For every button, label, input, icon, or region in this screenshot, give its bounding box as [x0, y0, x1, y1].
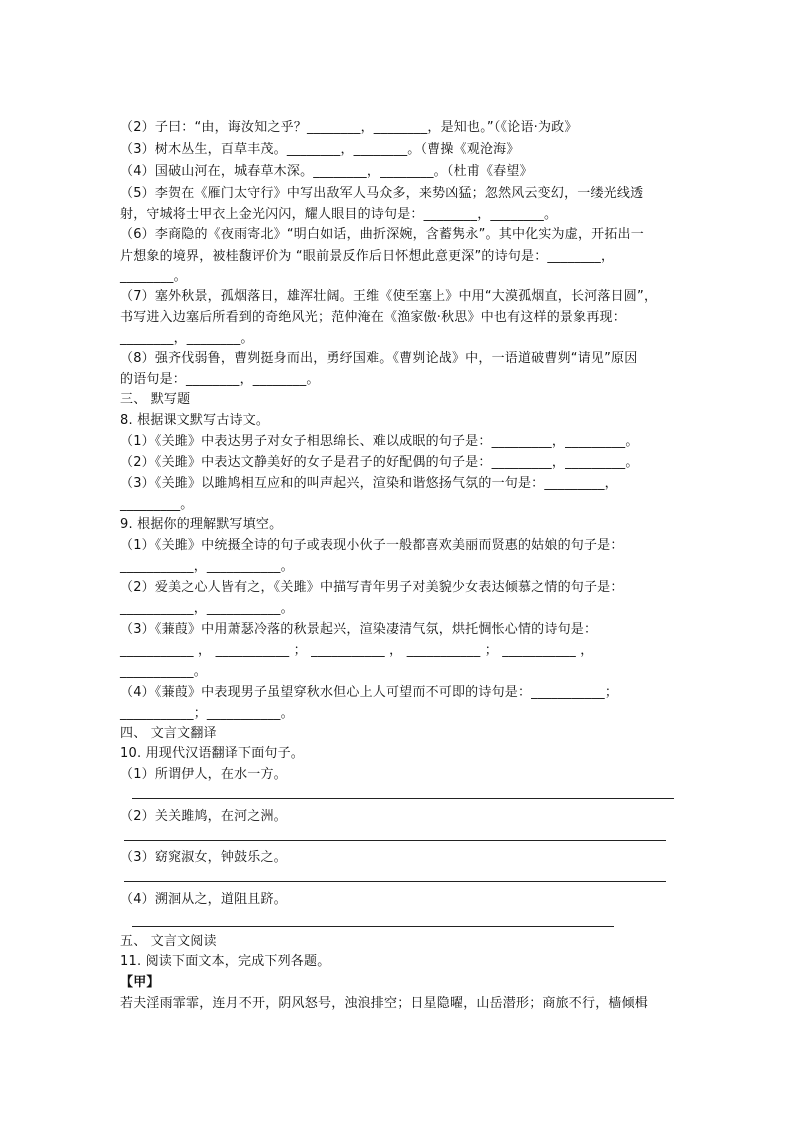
item-9-3-line-3: ___________。: [120, 664, 207, 679]
item-9-1-line-2: ___________，___________。: [120, 559, 294, 574]
section-5-heading: 五、 文言文阅读: [120, 934, 217, 949]
answer-line-4[interactable]: [132, 926, 614, 927]
question-7-line-1: （7）塞外秋景，孤烟落日，雄浑壮阔。王维《使至塞上》中用“大漠孤烟直，长河落日圆”，: [120, 289, 658, 304]
translation-item-4: （4）溯洄从之，道阻且跻。: [120, 892, 287, 907]
question-6-line-3: ________。: [120, 269, 187, 284]
item-9-4-line-2: ___________；___________。: [120, 706, 294, 721]
item-9-3-line-1: （3）《蒹葭》中用萧瑟冷落的秋景起兴，渲染凄清气氛，烘托惆怅心情的诗句是：: [120, 622, 598, 637]
translation-item-2: （2）关关雎鸠，在河之洲。: [120, 809, 287, 824]
section-4-heading: 四、 文言文翻译: [120, 726, 217, 741]
item-8-2: （2）《关雎》中表达文静美好的女子是君子的好配偶的句子是：_________，_________。: [120, 455, 639, 470]
question-6-line-2: 片想象的境界，被桂馥评价为 “眼前景反作后日怀想此意更深”的诗句是：________，: [120, 249, 615, 264]
question-4-line: （4）国破山河在，城春草木深。________，________。（杜甫《春望》: [120, 164, 533, 179]
translation-item-3: （3）窈窕淑女，钟鼓乐之。: [120, 850, 287, 865]
question-3-line: （3）树木丛生，百草丰茂。________，________。（曹操《观沧海》: [120, 142, 520, 157]
answer-line-2[interactable]: [124, 840, 666, 841]
question-5-line-2: 射，守城将士甲衣上金光闪闪，耀人眼目的诗句是：________，________。: [120, 207, 558, 222]
item-9-3-line-2: ___________ ， ___________ ； ___________ ， ___________ ； ___________ ，: [120, 643, 594, 658]
question-2-line: （2）子曰：“由，诲汝知之乎？________，________，是知也。”（《论语·为政》: [120, 120, 578, 135]
question-8-line-1: （8）强齐伐弱鲁，曹刿挺身而出，勇纾国难。《曹刿论战》中，一语道破曹刿“请见”原因: [120, 351, 638, 366]
item-9-1-line-1: （1）《关雎》中统摄全诗的句子或表现小伙子一般都喜欢美丽而贤惠的姑娘的句子是：: [120, 538, 624, 553]
question-10-title: 10. 用现代汉语翻译下面句子。: [120, 746, 305, 761]
item-8-3-line-2: _________。: [120, 497, 194, 512]
answer-line-3[interactable]: [124, 881, 666, 882]
question-7-line-2: 书写进入边塞后所看到的奇绝风光；范仲淹在《渔家傲·秋思》中也有这样的景象再现：: [120, 310, 626, 325]
passage-text-line-1: 若夫淫雨霏霏，连月不开，阴风怒号，浊浪排空；日星隐曜，山岳潜形；商旅不行，樯倾楫: [120, 996, 649, 1011]
item-9-4-line-1: （4）《蒹葭》中表现男子虽望穿秋水但心上人可望而不可即的诗句是：___________；: [120, 685, 619, 700]
section-3-heading: 三、 默写题: [120, 392, 191, 407]
item-8-1: （1）《关雎》中表达男子对女子相思绵长、难以成眠的句子是：_________，_________。: [120, 434, 639, 449]
translation-item-1: （1）所谓伊人，在水一方。: [120, 767, 287, 782]
question-6-line-1: （6）李商隐的《夜雨寄北》“明白如话，曲折深婉，含蓄隽永”。其中化实为虚，开拓出一: [120, 227, 644, 242]
question-5-line-1: （5）李贺在《雁门太守行》中写出敌军人马众多，来势凶猛；忽然风云变幻，一缕光线透: [120, 186, 644, 201]
item-8-3-line-1: （3）《关雎》以雎鸠相互应和的叫声起兴，渲染和谐悠扬气氛的一句是：_________，: [120, 476, 618, 491]
passage-label-jia: 【甲】: [120, 975, 160, 990]
question-8-title: 8. 根据课文默写古诗文。: [120, 413, 270, 428]
item-9-2-line-1: （2）爱美之心人皆有之，《关雎》中描写青年男子对美貌少女表达倾慕之情的句子是：: [120, 580, 624, 595]
answer-line-1[interactable]: [132, 798, 674, 799]
question-8-line-2: 的语句是：________，________。: [120, 372, 320, 387]
question-11-title: 11. 阅读下面文本，完成下列各题。: [120, 954, 331, 969]
question-7-line-3: ________，________。: [120, 331, 254, 346]
item-9-2-line-2: ___________，___________。: [120, 601, 294, 616]
question-9-title: 9. 根据你的理解默写填空。: [120, 517, 283, 532]
